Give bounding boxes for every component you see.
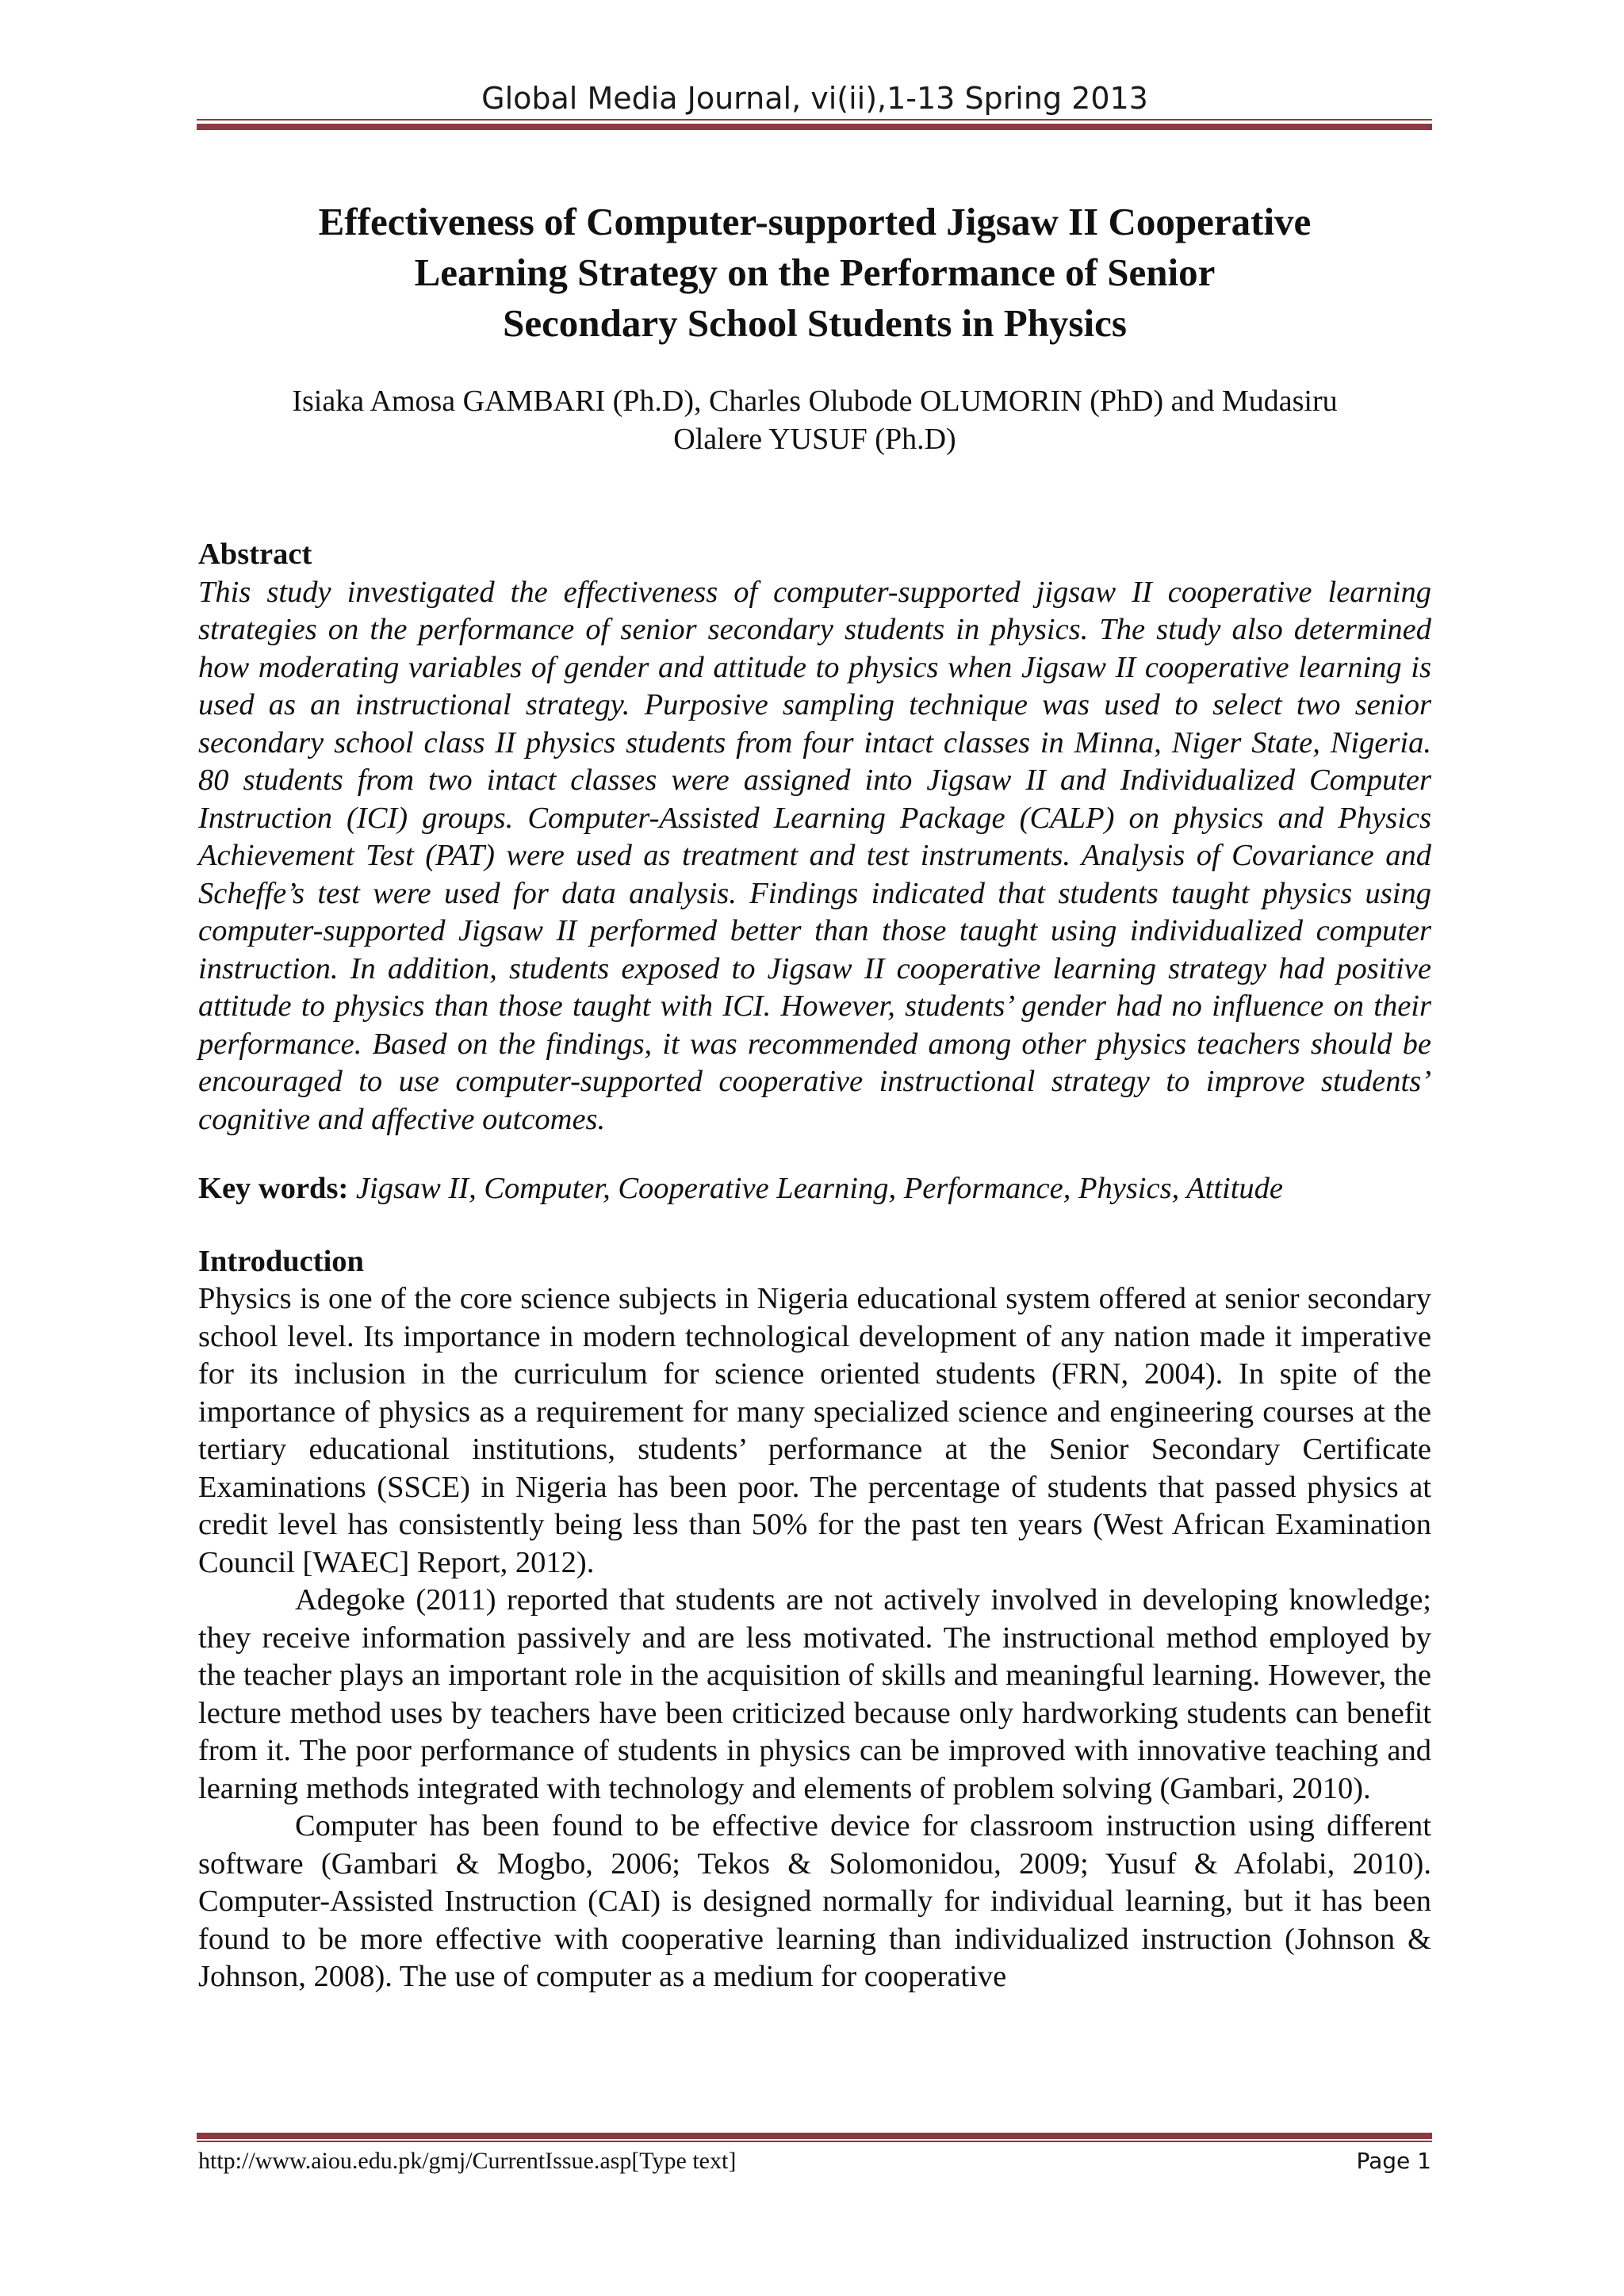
keywords-label: Key words: — [198, 1172, 349, 1205]
intro-paragraph-3: Computer has been found to be effective device for classroom instruction using different software (Gambari & Mogbo, 2006; Tekos & Solomonidou, 2009; Yusuf & Afolabi, 2010). Computer-Assisted Instruction (CAI) is designed normally for individual learning, but it has been found to be more effective with cooperative learning than individualized instruction (Johnson & Johnson, 2008). The use of computer as a medium for cooperative — [198, 1809, 1431, 1993]
author-line-2: Olalere YUSUF (Ph.D) — [673, 423, 956, 456]
title-line-3: Secondary School Students in Physics — [503, 301, 1127, 345]
footer-rule-thin — [197, 2141, 1432, 2142]
header-rule-thin — [197, 119, 1432, 121]
author-list — [198, 382, 1431, 458]
keywords-line — [198, 1170, 1431, 1208]
introduction-heading: Introduction — [198, 1244, 364, 1278]
abstract-heading: Abstract — [198, 538, 312, 571]
page-number: Page 1 — [1356, 2148, 1431, 2174]
title-line-2: Learning Strategy on the Performance of Senior — [414, 251, 1216, 294]
running-header: Global Media Journal, vi(ii),1-13 Spring 2013 — [481, 81, 1148, 116]
intro-paragraph-2: Adegoke (2011) reported that students are not actively involved in developing knowledge; they receive information passively and are less motivated. The instructional method employed by the teacher plays an important role in the acquisition of skills and meaningful learning. However, the lecture method uses by teachers have been criticized because only hardworking students can benefit from it. The poor performance of students in physics can be improved with innovative teaching and learning methods integrated with technology and elements of problem solving (Gambari, 2010). — [198, 1583, 1431, 1805]
paper-title — [198, 197, 1431, 349]
title-line-1: Effectiveness of Computer-supported Jigsaw II Cooperative — [318, 200, 1312, 243]
footer-url: http://www.aiou.edu.pk/gmj/CurrentIssue.asp[Type text] — [198, 2148, 737, 2174]
page-footer — [198, 2145, 1431, 2177]
header-rule-thick — [197, 124, 1432, 130]
main-content — [198, 536, 1431, 1996]
abstract-section — [198, 536, 1431, 1138]
author-line-1: Isiaka Amosa GAMBARI (Ph.D), Charles Olubode OLUMORIN (PhD) and Mudasiru — [292, 385, 1338, 418]
abstract-text: This study investigated the effectiveness of computer-supported jigsaw II cooperative learning strategies on the performance of senior secondary students in physics. The study also determined how moderating variables of gender and attitude to physics when Jigsaw II cooperative learning is used as an instructional strategy. Purposive sampling technique was used to select two senior secondary school class II physics students from four intact classes in Minna, Niger State, Nigeria. 80 students from two intact classes were assigned into Jigsaw II and Individualized Computer Instruction (ICI) groups. Computer-Assisted Learning Package (CALP) on physics and Physics Achievement Test (PAT) were used as treatment and test instruments. Analysis of Covariance and Scheffe’s test were used for data analysis. Findings indicated that students taught physics using computer-supported Jigsaw II performed better than those taught using individualized computer instruction. In addition, students exposed to Jigsaw II cooperative learning strategy had positive attitude to physics than those taught with ICI. However, students’ gender had no influence on their performance. Based on the findings, it was recommended among other physics teachers should be encouraged to use computer-supported cooperative instructional strategy to improve students’ cognitive and affective outcomes. — [198, 575, 1431, 1136]
introduction-section — [198, 1243, 1431, 1996]
keywords-list: Jigsaw II, Computer, Cooperative Learning, Performance, Physics, Attitude — [355, 1172, 1284, 1205]
footer-rule-thick — [197, 2133, 1432, 2139]
intro-paragraph-1: Physics is one of the core science subjects in Nigeria educational system offered at senior secondary school level. Its importance in modern technological development of any nation made it imperative for its inclusion in the curriculum for science oriented students (FRN, 2004). In spite of the importance of physics as a requirement for many specialized science and engineering courses at the tertiary educational institutions, students’ performance at the Senior Secondary Certificate Examinations (SSCE) in Nigeria has been poor. The percentage of students that passed physics at credit level has consistently being less than 50% for the past ten years (West African Examination Council [WAEC] Report, 2012). — [198, 1282, 1431, 1579]
